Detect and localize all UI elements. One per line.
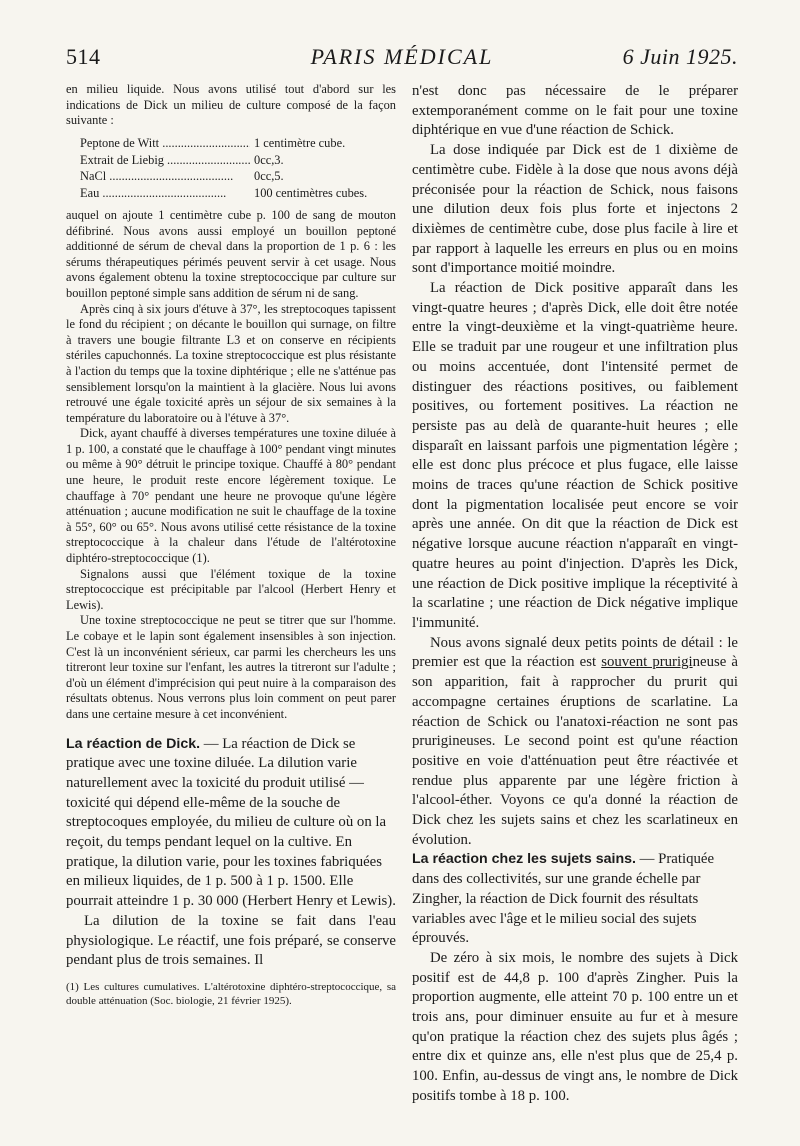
paragraph: La réaction de Dick positive apparaît dans les vingt-quatre heures ; d'après Dick, elle doit être notée entre la vingt-deuxième et la vingt-quatrième heure. Elle se traduit par une rougeur et une infiltration plus ou moins accentuée, dont l'intensité permet de distinguer des réactions positives, ou faiblement positives, ou fortement positives. La réaction ne persiste pas au delà de quarante-huit heures ; elle disparaît en laissant parfois une pigmentation légère ; elle est donc plus précoce et plus fugace, elle laisse moins de traces qu'une réaction de Schick positive dont la pigmentation localisée peut encore se voir après une année. On dit que la réaction de Dick est négative lorsque aucune réaction n'apparaît en vingt-quatre heures au point d'injection. D'après les Dick, une réaction de Dick positive implique la réceptivité à la scarlatine ; une réaction de Dick négative implique l'immunité.	[412, 280, 738, 631]
section-heading-dick: La réaction de Dick.	[66, 735, 201, 752]
small-print-block	[66, 82, 396, 723]
paragraph-text: — La réaction de Dick se pratique avec une toxine diluée. La dilution varie naturellement avec la toxicité du produit utilisé — toxicité qui dépend elle-même de la souche de streptocoques employée, du milieu de culture où on la reçoit, du temps pendant lequel on la cultive. En pratique, la dilution varie, pour les toxines fabriquées en milieux liquides, de 1 p. 500 à 1 p. 1500. Elle pourrait atteindre 1 p. 30 000 (Herbert Henry et Lewis).	[66, 735, 396, 910]
recipe-row	[80, 185, 396, 202]
large-print-block	[66, 735, 396, 971]
paragraph: n'est donc pas nécessaire de le préparer extemporanément comme on le fait pour une toxine diphtérique en vue d'une réaction de Schick.	[412, 83, 738, 139]
ingredient-name: Extrait de Liebig .....	[80, 152, 250, 169]
paragraph: La dose indiquée par Dick est de 1 dixième de centimètre cube. Fidèle à la dose que nous avons déjà préconisée pour la réaction de Schick, nous faisons une dilution deux fois plus forte et injectons 2 dixièmes de centimètre cube, dose plus facile à lire et par rapport à laquelle les erreurs en plus ou en moins sont d'importance moitié moindre.	[412, 142, 738, 277]
left-column	[66, 82, 396, 1008]
ingredient-name: Peptone de Witt .....	[80, 135, 250, 152]
recipe-row	[80, 152, 396, 169]
ingredient-name: Eau .....	[80, 185, 250, 202]
footnote: (1) Les cultures cumulatives. L'altérotoxine diphtéro-streptococcique, sa double atténuation (Soc. biologie, 21 février 1925).	[66, 981, 396, 1007]
paragraph	[412, 634, 738, 851]
recipe-row	[80, 135, 396, 152]
ingredient-name: NaCl .....	[80, 168, 250, 185]
paragraph-text: Nous avons signalé deux petits points de détail : le premier est que la réaction est	[412, 634, 738, 671]
paragraph: La dilution de la toxine se fait dans l'eau physiologique. Le réactif, une fois préparé, se conserve pendant plus de trois semaines. Il	[66, 912, 396, 969]
section-heading-healthy-subjects: La réaction chez les sujets sains.	[412, 851, 636, 868]
page-number: 514	[66, 44, 101, 69]
right-column	[412, 82, 738, 1107]
ingredient-quantity: 1 centimètre cube.	[254, 135, 346, 150]
ingredient-quantity: 0cc,3.	[254, 152, 284, 167]
paragraph-text: — Pratiquée dans des collectivités, sur une grande échelle par Zingher, la réaction de Dick fournit des résultats variables avec l'âge et le milieu social des sujets éprouvés.	[412, 851, 715, 947]
running-header	[66, 44, 738, 74]
paragraph: Une toxine streptococcique ne peut se titrer que sur l'homme. Le cobaye et le lapin sont également insensibles à son injection. C'est là un inconvénient sérieux, car parmi les chercheurs les uns titreront leur toxine sur l'enfant, les autres la titreront sur l'adulte ; d'où un élément d'imprécision qui peut nuire à la comparaison des résultats obtenus. Nous verrons plus loin comment on peut parer dans une certaine mesure à cet inconvénient.	[66, 613, 396, 721]
journal-title: PARIS MÉDICAL	[310, 44, 494, 69]
culture-medium-recipe	[80, 135, 396, 202]
issue-date: 6 Juin 1925.	[622, 44, 738, 69]
ingredient-quantity: 0cc,5.	[254, 169, 284, 184]
paragraph: Après cinq à six jours d'étuve à 37°, les streptocoques tapissent le fond du récipient ; on décante le bouillon qui surnage, on filtre à travers une bougie filtrante L3 et on conserve en récipients stériles capuchonnés. La toxine streptococcique est plus résistante à l'action du temps que la toxine diphtérique ; elle ne s'atténue pas sensiblement lorsqu'on la maintient à la glacière. Nous lui avons retrouvé une égale toxicité après un séjour de six semaines à la température du laboratoire ou à l'étuve à 37°.	[66, 301, 396, 425]
paragraph: auquel on ajoute 1 centimètre cube p. 100 de sang de mouton défibriné. Nous avons aussi employé un bouillon peptoné additionné de sérum de cheval dans la proportion de 1 p. 6 : les sérums thérapeutiques périmés peuvent servir à cet usage. Nous avons également obtenu la toxine streptococcique par culture sur bouillon peptoné simple sans addition de sérum ni de sang.	[66, 207, 396, 300]
paragraph: Signalons aussi que l'élément toxique de la toxine streptococcique est précipitable par l'alcool (Herbert Henry et Lewis).	[66, 566, 396, 612]
paragraph: Dick, ayant chauffé à diverses températures une toxine diluée à 1 p. 100, a constaté que le chauffage à 100° pendant vingt minutes ou même à 90° détruit le principe toxique. Chauffé à 80° pendant une heure, le produit reste encore légèrement toxique. Le chauffage à 70° pendant une heure ne provoque qu'une légère atténuation ; aucune modification ne suit le chauffage de la toxine à 55°, 60° ou 65°. Nous avons utilisé cette résistance de la toxine streptococcique à la chaleur dans l'étude de l'altérotoxine diphtéro-streptococcique (1).	[66, 426, 396, 566]
paragraph: en milieu liquide. Nous avons utilisé tout d'abord sur les indications de Dick un milieu de culture composé de la façon suivante :	[66, 82, 396, 128]
paragraph: De zéro à six mois, le nombre des sujets à Dick positif est de 44,8 p. 100 d'après Zingher. Puis la proportion augmente, elle atteint 70 p. 100 entre un et trois ans, pour diminuer ensuite au fur et à mesure qu'on pratique la réaction chez des sujets plus âgés ; entre dix et quinze ans, elle n'est plus que de 25,4 p. 100. Enfin, au-dessus de vingt ans, le nombre de Dick positifs tombe à 18 p. 100.	[412, 949, 738, 1104]
ingredient-quantity: 100 centimètres cubes.	[254, 186, 368, 201]
underlined-text: souvent prurigi	[601, 654, 693, 671]
recipe-row	[80, 168, 396, 185]
paragraph-text: neuse à son apparition, fait à rapprocher du prurit qui accompagne certaines éruptions de scarlatine. La réaction de Schick ou l'anatoxi-réaction ne sont pas prurigineuses. Le second point est qu'une réaction positive en voie d'atténuation peut être réactivée et rendue plus apparente par une légère friction à l'alcool-éther. Voyons ce qu'a donné la réaction de Dick chez les sujets sains et chez les scarlatineux en évolution.	[412, 654, 738, 848]
